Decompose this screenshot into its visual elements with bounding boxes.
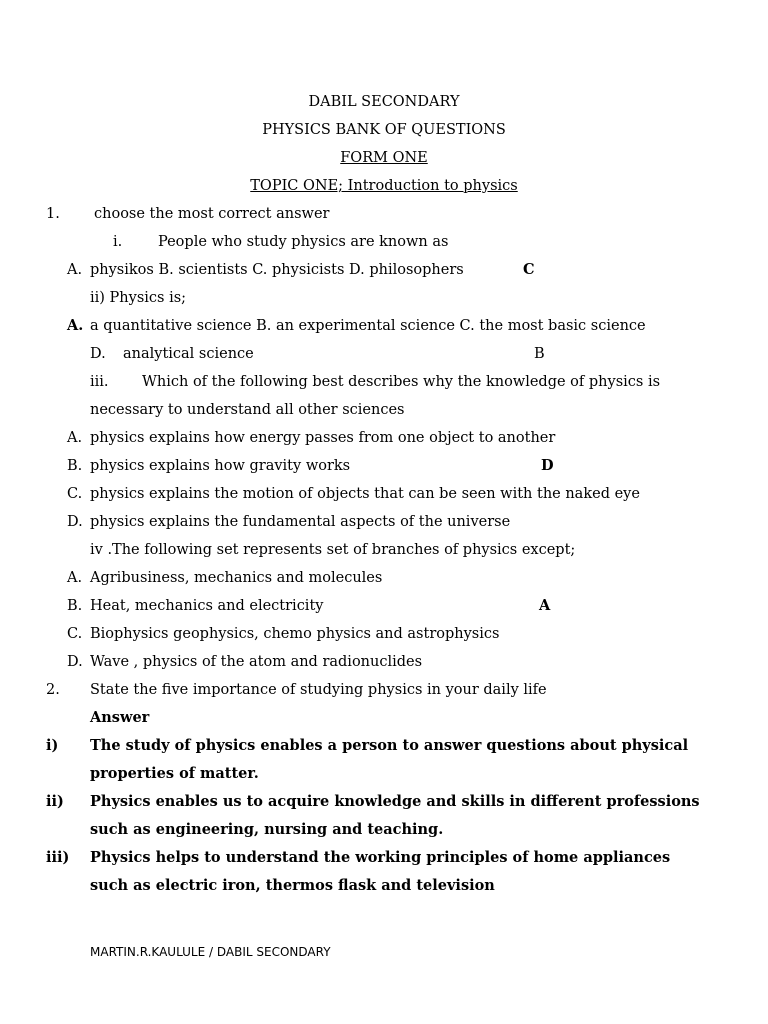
answer-line: such as engineering, nursing and teaching. [90, 821, 444, 838]
q1-i-number: i. [113, 234, 123, 250]
q1-iii-answer: D [541, 457, 554, 474]
answer-number: ii) [46, 793, 64, 810]
q1-ii-text: ii) Physics is; [90, 290, 187, 306]
q1-iii-number: iii. [90, 374, 109, 390]
option-letter: A. [67, 570, 83, 586]
q1-i-option-letter: A. [67, 262, 83, 278]
q1-ii-d-text: analytical science [123, 346, 254, 362]
q1-number: 1. [46, 206, 60, 222]
answer-line: The study of physics enables a person to answer questions about physical [90, 737, 689, 754]
option-letter: B. [67, 458, 83, 474]
option-letter: C. [67, 626, 83, 642]
q2-number: 2. [46, 682, 60, 698]
q1-iii-text-line1: Which of the following best describes why the knowledge of physics is [142, 374, 661, 390]
q1-ii-option-letter: A. [67, 317, 84, 334]
q1-i-options: physikos B. scientists C. physicists D. philosophers [90, 262, 464, 278]
q1-i-answer: C [523, 261, 535, 278]
answer-label: Answer [90, 709, 150, 726]
option-text: Wave , physics of the atom and radionuclides [90, 654, 423, 670]
q1-ii-options: a quantitative science B. an experimental science C. the most basic science [90, 318, 646, 334]
option-text: physics explains the motion of objects that can be seen with the naked eye [90, 486, 640, 502]
option-text: Agribusiness, mechanics and molecules [90, 570, 383, 586]
answer-line: such as electric iron, thermos flask and television [90, 877, 495, 894]
topic-heading: TOPIC ONE; Introduction to physics [250, 178, 518, 194]
option-text: physics explains how gravity works [90, 458, 351, 474]
page-footer: MARTIN.R.KAULULE / DABIL SECONDARY [90, 945, 331, 959]
answer-number: i) [46, 737, 59, 754]
q1-i-text: People who study physics are known as [158, 234, 449, 250]
form-heading: FORM ONE [340, 150, 428, 166]
option-letter: B. [67, 598, 83, 614]
document-title: PHYSICS BANK OF QUESTIONS [262, 122, 506, 138]
q1-iii-text-line2: necessary to understand all other sciences [90, 402, 405, 418]
q1-iv-answer: A [539, 597, 551, 614]
q1-ii-answer: B [534, 346, 545, 362]
option-letter: A. [67, 430, 83, 446]
answer-line: Physics enables us to acquire knowledge and skills in different professions [90, 793, 700, 810]
option-letter: D. [67, 654, 83, 670]
option-text: physics explains how energy passes from one object to another [90, 430, 556, 446]
answer-number: iii) [46, 849, 70, 866]
q1-instruction: choose the most correct answer [94, 206, 330, 222]
topic-heading-wrap [0, 176, 768, 196]
school-name: DABIL SECONDARY [308, 94, 460, 110]
answer-line: Physics helps to understand the working principles of home appliances [90, 849, 671, 866]
option-text: Heat, mechanics and electricity [90, 598, 324, 614]
q1-iv-text: iv .The following set represents set of branches of physics except; [90, 542, 576, 558]
option-text: physics explains the fundamental aspects of the universe [90, 514, 511, 530]
q2-text: State the five importance of studying physics in your daily life [90, 682, 547, 698]
q1-ii-d-letter: D. [90, 346, 106, 362]
option-text: Biophysics geophysics, chemo physics and astrophysics [90, 626, 500, 642]
option-letter: C. [67, 486, 83, 502]
answer-line: properties of matter. [90, 765, 259, 782]
option-letter: D. [67, 514, 83, 530]
form-heading-wrap [0, 148, 768, 168]
